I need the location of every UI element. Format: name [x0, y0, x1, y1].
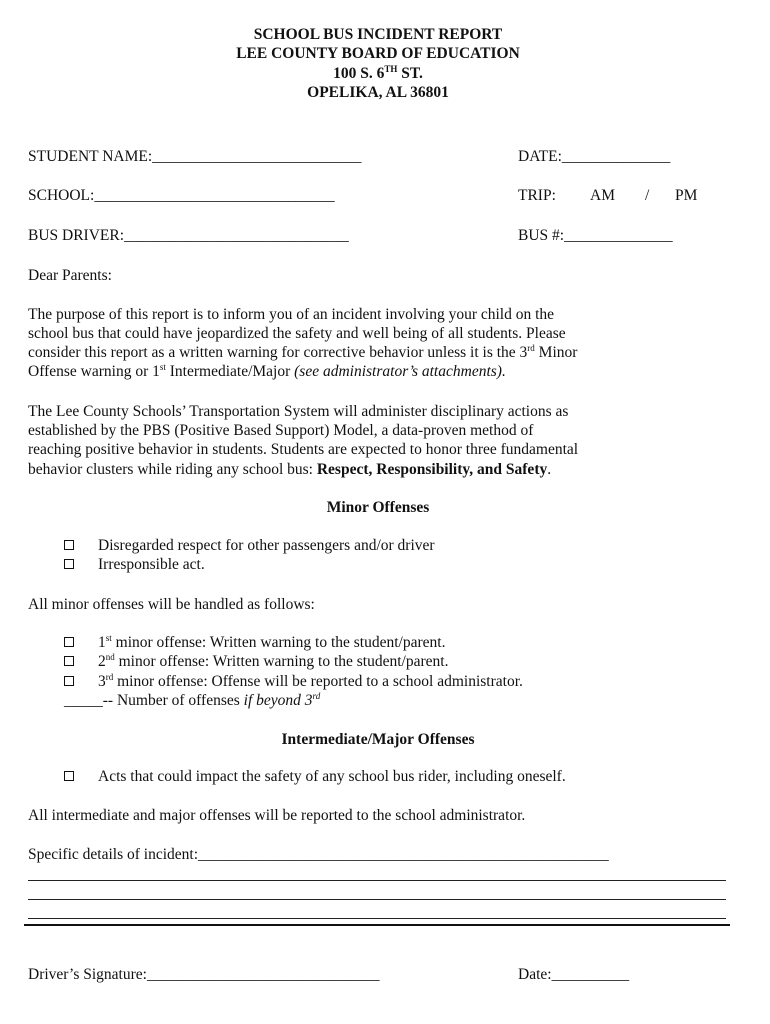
report-title: SCHOOL BUS INCIDENT REPORT — [253, 26, 503, 43]
school-field[interactable]: SCHOOL:_______________________________ — [28, 187, 335, 204]
trip-am-option[interactable]: AM — [590, 187, 615, 204]
paragraph-2-line-4: behavior clusters while riding any school bus: Respect, Responsibility, and Safety. — [28, 461, 552, 478]
bus-driver-field[interactable]: BUS DRIVER:_____________________________ — [28, 227, 349, 244]
trip-pm-option[interactable]: PM — [675, 187, 698, 204]
checkbox[interactable] — [64, 637, 74, 647]
details-line[interactable] — [28, 880, 726, 881]
checkbox[interactable] — [64, 656, 74, 666]
details-line[interactable] — [28, 918, 726, 919]
major-item-safety-impact[interactable]: Acts that could impact the safety of any school bus rider, including oneself. — [64, 767, 566, 786]
paragraph-1-line-1: The purpose of this report is to inform you of an incident involving your child on the — [28, 306, 555, 323]
checkbox[interactable] — [64, 559, 74, 569]
minor-handling-intro: All minor offenses will be handled as follows: — [28, 596, 315, 613]
checkbox[interactable] — [64, 676, 74, 686]
section-divider — [24, 924, 730, 926]
student-name-field[interactable]: STUDENT NAME:___________________________ — [28, 148, 362, 165]
major-offenses-heading: Intermediate/Major Offenses — [281, 731, 475, 748]
first-minor-offense[interactable]: 1st minor offense: Written warning to the student/parent. — [64, 633, 445, 652]
checkbox[interactable] — [64, 771, 74, 781]
date-field[interactable]: DATE:______________ — [518, 148, 671, 165]
minor-offenses-heading: Minor Offenses — [326, 499, 430, 516]
paragraph-1-line-2: school bus that could have jeopardized the safety and well being of all students. Please — [28, 325, 566, 342]
bus-number-field[interactable]: BUS #:______________ — [518, 227, 673, 244]
details-line[interactable] — [28, 899, 726, 900]
city-address: OPELIKA, AL 36801 — [307, 84, 449, 101]
trip-separator: / — [645, 187, 650, 204]
major-reporting-note: All intermediate and major offenses will be reported to the school administrator. — [28, 807, 526, 824]
paragraph-2-line-1: The Lee County Schools’ Transportation System will administer disciplinary actions as — [28, 403, 569, 420]
minor-item-disregarded-respect[interactable]: Disregarded respect for other passengers and/or driver — [64, 536, 435, 555]
incident-details-field[interactable]: Specific details of incident:_____________________________________________________ — [28, 846, 609, 863]
paragraph-1-line-3: consider this report as a written warning for corrective behavior unless it is the 3rd Minor — [28, 342, 578, 361]
board-name: LEE COUNTY BOARD OF EDUCATION — [236, 45, 520, 62]
offense-count-field[interactable]: _____-- Number of offenses if beyond 3rd — [64, 690, 321, 709]
checkbox[interactable] — [64, 540, 74, 550]
street-address: 100 S. 6TH ST. — [333, 63, 423, 82]
minor-item-irresponsible-act[interactable]: Irresponsible act. — [64, 555, 205, 574]
driver-signature-field[interactable]: Driver’s Signature:______________________________ — [28, 966, 380, 983]
paragraph-2-line-3: reaching positive behavior in students. Students are expected to honor three fundamental — [28, 441, 579, 458]
trip-label: TRIP: — [518, 187, 556, 204]
second-minor-offense[interactable]: 2nd minor offense: Written warning to the student/parent. — [64, 652, 448, 671]
paragraph-2-line-2: established by the PBS (Positive Based Support) Model, a data-proven method of — [28, 422, 534, 439]
third-minor-offense[interactable]: 3rd minor offense: Offense will be reported to a school administrator. — [64, 672, 523, 691]
signature-date-field[interactable]: Date:__________ — [518, 966, 630, 983]
paragraph-1-line-4: Offense warning or 1st Intermediate/Major (see administrator’s attachments). — [28, 361, 506, 380]
greeting: Dear Parents: — [28, 267, 112, 284]
